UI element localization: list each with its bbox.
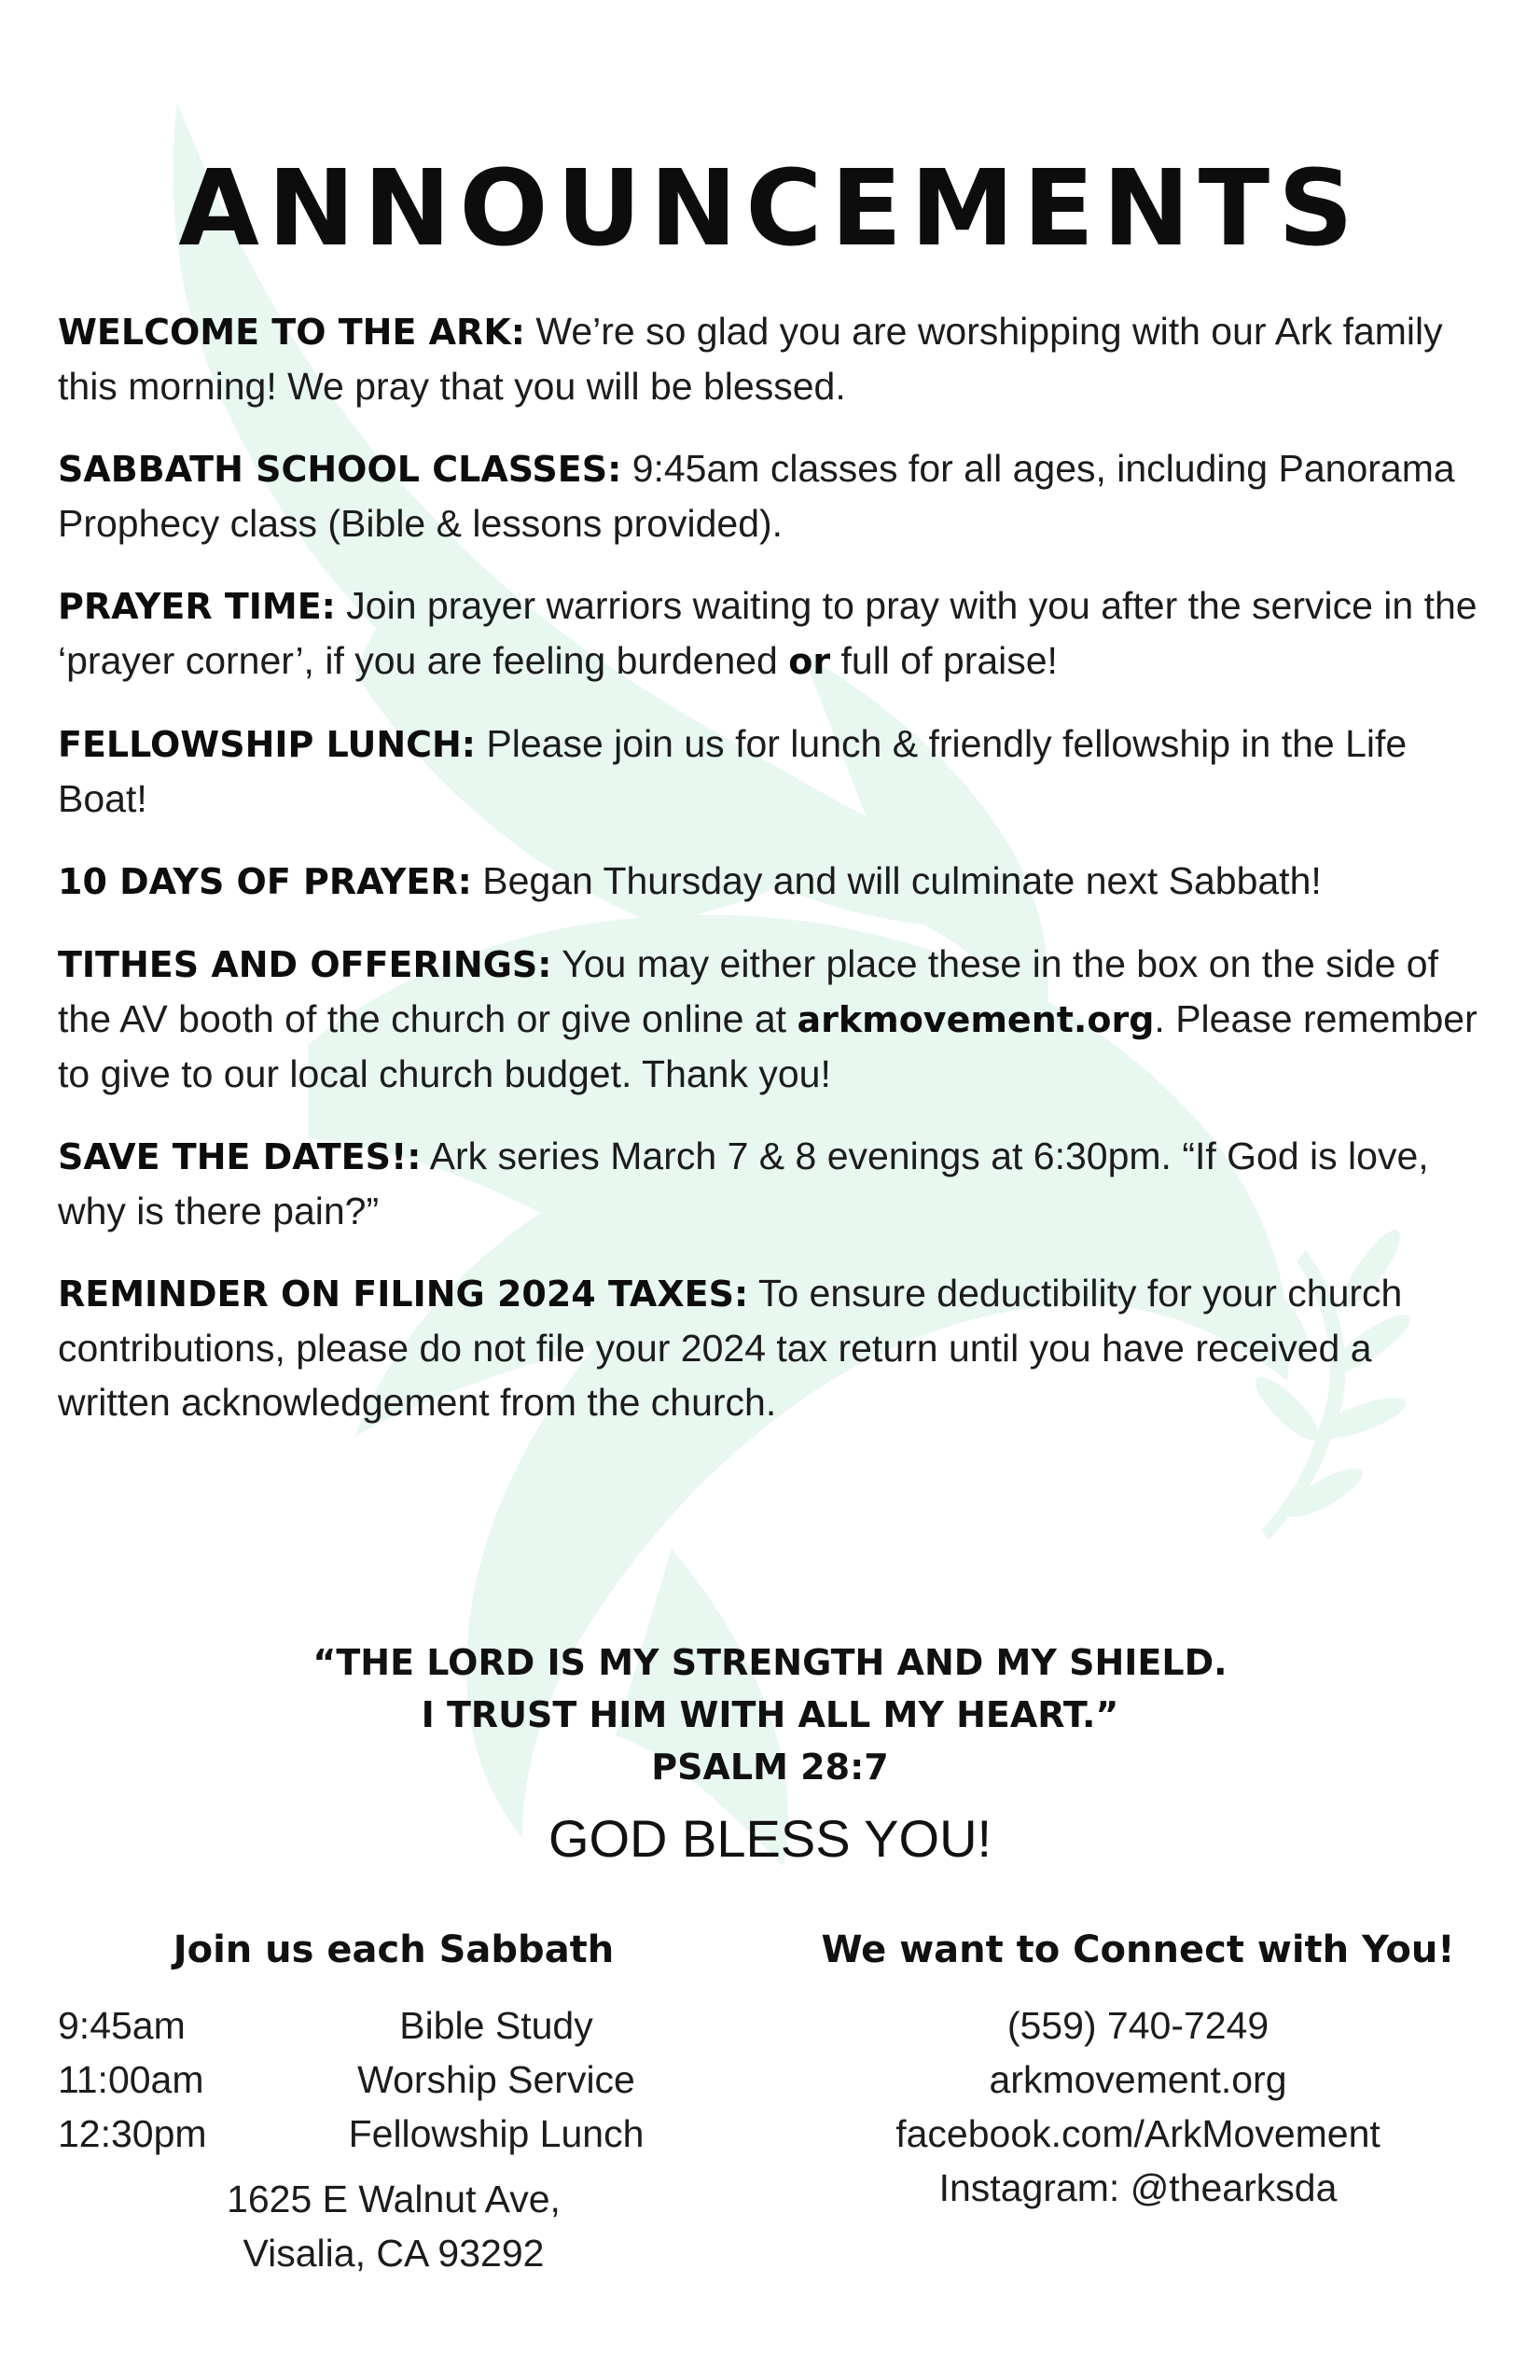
announcement-heading: 10 DAYS OF PRAYER: bbox=[58, 861, 472, 902]
announcement-text: 9:45am classes for all ages, including Panorama Prophecy class (Bible & lessons provided). bbox=[58, 447, 1455, 545]
schedule-event: Bible Study bbox=[399, 2004, 593, 2047]
page-title: ANNOUNCEMENTS bbox=[178, 148, 1362, 270]
announcement-fellowship-lunch bbox=[58, 717, 1494, 826]
announcement-text: Join prayer warriors waiting to pray with you after the service in the ‘prayer corner’, if you are feeling burdened bbox=[58, 584, 1478, 682]
contact-info bbox=[793, 1922, 1483, 2215]
instagram-handle[interactable]: Instagram: @thearksda bbox=[938, 2166, 1338, 2209]
website-link[interactable]: arkmovement.org bbox=[797, 999, 1155, 1040]
scripture-verse bbox=[0, 1636, 1540, 1793]
announcement-heading: SABBATH SCHOOL CLASSES: bbox=[58, 449, 622, 490]
contact-heading: We want to Connect with You! bbox=[821, 1928, 1455, 1971]
schedule-row bbox=[58, 2053, 729, 2107]
schedule-event: Worship Service bbox=[357, 2058, 635, 2101]
announcement-10-days-prayer bbox=[58, 854, 1494, 909]
facebook-link[interactable]: facebook.com/ArkMovement bbox=[895, 2112, 1380, 2155]
announcement-text: You may either place these in the box on the side of the AV booth of the church or give online at bbox=[58, 942, 1438, 1040]
website-link[interactable]: arkmovement.org bbox=[989, 2058, 1287, 2101]
announcement-text: Please join us for lunch & friendly fellowship in the Life Boat! bbox=[58, 722, 1408, 820]
schedule-time: 12:30pm bbox=[58, 2112, 207, 2155]
announcement-prayer-time bbox=[58, 578, 1494, 689]
announcement-heading: FELLOWSHIP LUNCH: bbox=[58, 724, 477, 765]
schedule-time: 9:45am bbox=[58, 2004, 186, 2047]
announcement-text: full of praise! bbox=[830, 639, 1058, 682]
verse-line: I TRUST HIM WITH ALL MY HEART.” bbox=[421, 1694, 1119, 1735]
verse-line: “THE LORD IS MY STRENGTH AND MY SHIELD. bbox=[312, 1642, 1228, 1683]
announcement-text: . Please remember to give to our local church budget. Thank you! bbox=[58, 997, 1478, 1095]
announcement-heading: REMINDER ON FILING 2024 TAXES: bbox=[58, 1274, 749, 1315]
announcement-text: Ark series March 7 & 8 evenings at 6:30pm. “If God is love, why is there pain?” bbox=[58, 1134, 1429, 1232]
phone-number[interactable]: (559) 740-7249 bbox=[1006, 2004, 1269, 2047]
announcement-emphasis: or bbox=[788, 641, 831, 682]
announcement-welcome bbox=[58, 304, 1494, 413]
announcement-heading: WELCOME TO THE ARK: bbox=[58, 312, 525, 353]
schedule-row bbox=[58, 2107, 729, 2161]
schedule-row bbox=[58, 1998, 729, 2053]
verse-reference: PSALM 28:7 bbox=[651, 1747, 889, 1788]
announcement-sabbath-school bbox=[58, 441, 1494, 550]
announcement-text: Began Thursday and will culminate next Sabbath! bbox=[471, 859, 1322, 902]
address-line: Visalia, CA 93292 bbox=[243, 2232, 545, 2275]
announcement-text: To ensure deductibility for your church contributions, please do not file your 2024 tax return until you have received a written acknowledgement from the church. bbox=[58, 1272, 1403, 1424]
church-address bbox=[58, 2172, 729, 2280]
announcement-list bbox=[58, 304, 1494, 1457]
schedule-time: 11:00am bbox=[58, 2058, 204, 2101]
announcement-taxes bbox=[58, 1266, 1494, 1429]
announcement-text: We’re so glad you are worshipping with our Ark family this morning! We pray that you will be blessed. bbox=[58, 310, 1443, 408]
announcement-heading: TITHES AND OFFERINGS: bbox=[58, 944, 552, 985]
address-line: 1625 E Walnut Ave, bbox=[227, 2178, 561, 2220]
schedule-heading: Join us each Sabbath bbox=[173, 1928, 615, 1971]
announcement-heading: PRAYER TIME: bbox=[58, 586, 336, 627]
schedule-event: Fellowship Lunch bbox=[348, 2112, 645, 2155]
announcement-tithes bbox=[58, 937, 1494, 1101]
blessing: GOD BLESS YOU! bbox=[548, 1809, 992, 1868]
announcement-save-dates bbox=[58, 1129, 1494, 1238]
announcement-heading: SAVE THE DATES!: bbox=[58, 1136, 422, 1177]
sabbath-schedule bbox=[58, 1922, 729, 2280]
